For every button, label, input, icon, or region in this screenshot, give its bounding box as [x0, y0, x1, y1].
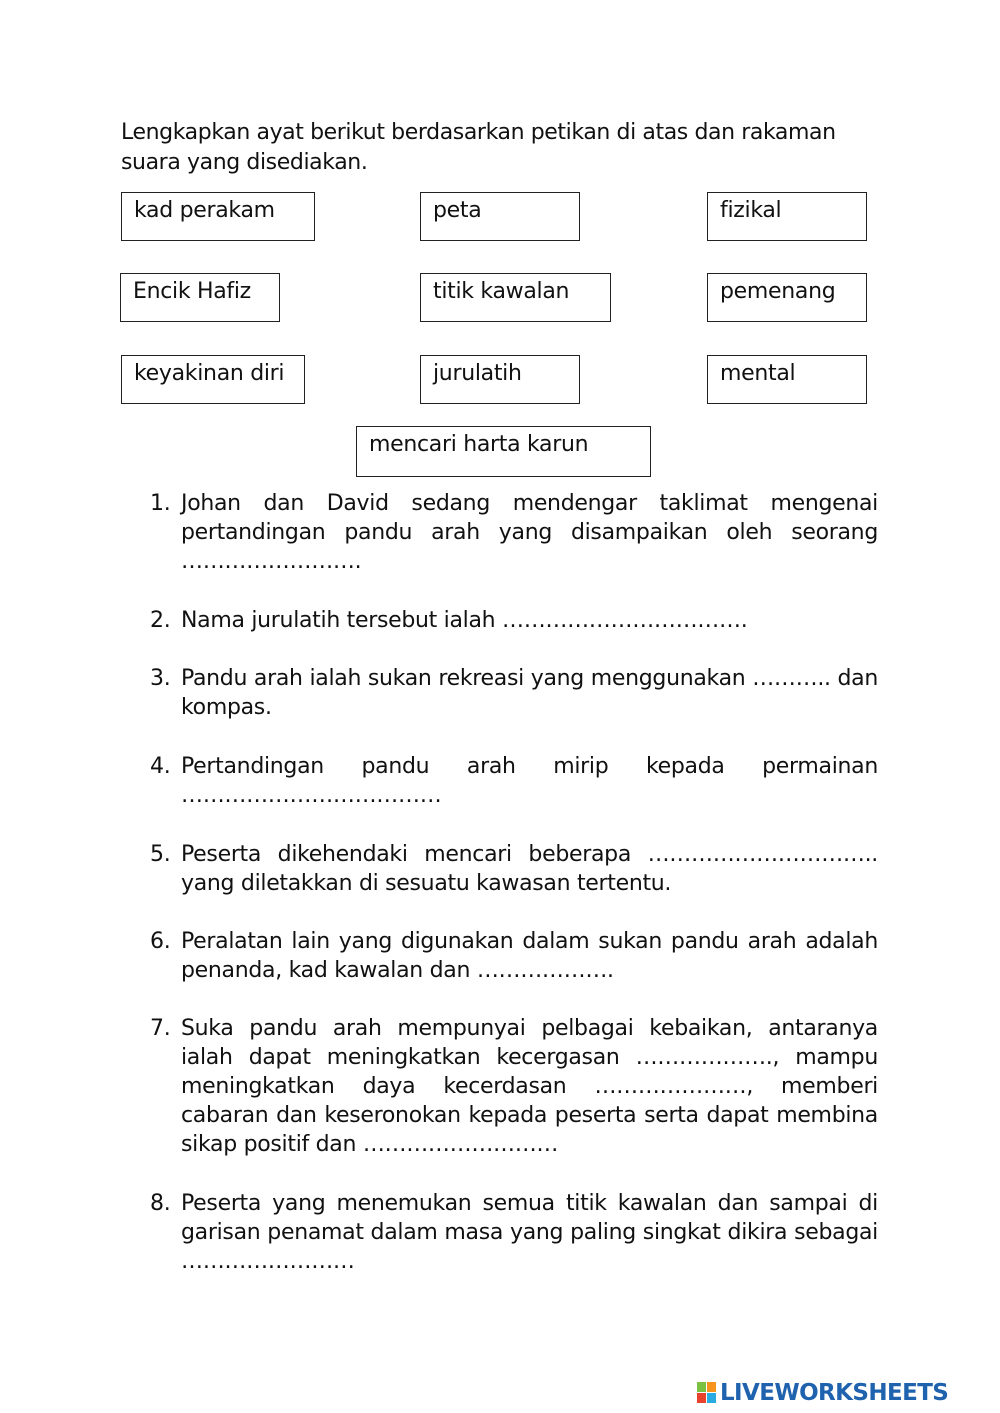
- question-text: Peralatan lain yang digunakan dalam sukan pandu arah adalah penanda, kad kawalan dan ……………….: [181, 929, 878, 983]
- word-box-fizikal: fizikal: [707, 192, 867, 241]
- question-text: Peserta dikehendaki mencari beberapa ………………………….. yang diletakkan di sesuatu kawasan tertentu.: [181, 842, 878, 896]
- word-box-jurulatih: jurulatih: [420, 355, 580, 404]
- word-box-peta: peta: [420, 192, 580, 241]
- question-3: [150, 664, 878, 722]
- question-text: Suka pandu arah mempunyai pelbagai kebaikan, antaranya ialah dapat meningkatkan kecergasan ………………., mampu meningkatkan daya kecerdasan …………………, memberi cabaran dan keseronokan kepada peserta serta dapat membina sikap positif dan ………………………: [181, 1016, 878, 1157]
- instruction-text: Lengkapkan ayat berikut berdasarkan petikan di atas dan rakaman suara yang disediakan.: [121, 120, 836, 175]
- question-7: [150, 1014, 878, 1159]
- question-number: 7.: [150, 1016, 171, 1041]
- liveworksheets-logo[interactable]: [697, 1378, 948, 1408]
- question-text: Peserta yang menemukan semua titik kawalan dan sampai di garisan penamat dalam masa yang paling singkat dikira sebagai ……………………: [181, 1191, 878, 1274]
- question-number: 3.: [150, 666, 171, 691]
- word-box-mental: mental: [707, 355, 867, 404]
- question-6: [150, 927, 878, 985]
- word-box-titik-kawalan: titik kawalan: [420, 273, 611, 322]
- word-box-keyakinan-diri: keyakinan diri: [121, 355, 305, 404]
- question-text: Pandu arah ialah sukan rekreasi yang menggunakan ……….. dan kompas.: [181, 666, 878, 720]
- question-number: 5.: [150, 842, 171, 867]
- word-box-encik-hafiz: Encik Hafiz: [120, 273, 280, 322]
- word-box-kad-perakam: kad perakam: [121, 192, 315, 241]
- question-2: [150, 606, 878, 635]
- logo-text: LIVEWORKSHEETS: [720, 1380, 949, 1406]
- question-number: 6.: [150, 929, 171, 954]
- question-text: Johan dan David sedang mendengar taklimat mengenai pertandingan pandu arah yang disampaikan oleh seorang …………………….: [181, 491, 878, 574]
- question-text: Nama jurulatih tersebut ialah …………………………….: [181, 608, 748, 633]
- question-number: 2.: [150, 608, 171, 633]
- word-box-pemenang: pemenang: [707, 273, 867, 322]
- question-number: 1.: [150, 491, 171, 516]
- question-number: 8.: [150, 1191, 171, 1216]
- question-8: [150, 1189, 878, 1276]
- word-box-mencari-harta-karun: mencari harta karun: [356, 426, 651, 477]
- question-4: [150, 752, 878, 810]
- question-number: 4.: [150, 754, 171, 779]
- question-1: [150, 489, 878, 576]
- question-text: Pertandingan pandu arah mirip kepada permainan ………………………………: [181, 754, 878, 808]
- lws-logo-icon: [697, 1382, 717, 1404]
- question-5: [150, 840, 878, 898]
